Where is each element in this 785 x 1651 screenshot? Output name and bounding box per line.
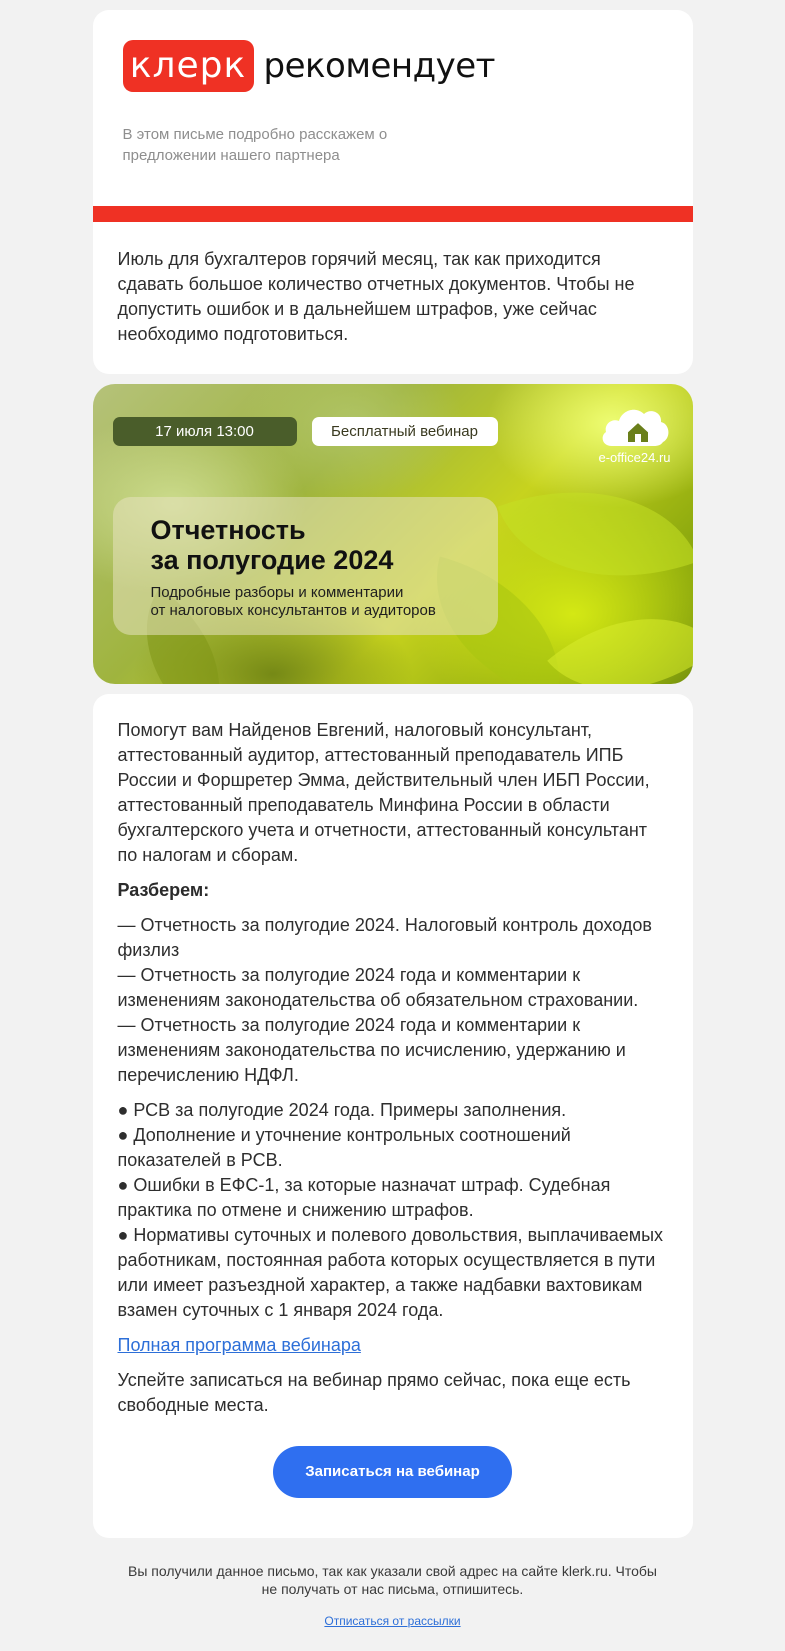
register-button[interactable]: Записаться на вебинар: [273, 1446, 512, 1498]
list-item: ● Дополнение и уточнение контрольных соотношений показателей в РСВ.: [117, 1125, 571, 1170]
brand-divider: [93, 206, 693, 222]
speakers-paragraph: Помогут вам Найденов Евгений, налоговый консультант, аттестованный аудитор, аттестованный преподаватель ИПБ России и Форшретер Эмма, действительный член ИБП России, аттестованный преподаватель Минфина России в области бухгалтерского учета и отчетности, аттестованный консультант по налогам и сборам.: [117, 720, 650, 865]
banner-subtitle-line1: Подробные разборы и комментарии: [150, 584, 404, 601]
list-item: ● Нормативы суточных и полевого довольствия, выплачиваемых работникам, постоянная работа которых осуществляется в пути или имеет разъездной характер, а также надбавки вахтовикам взамен суточных с 1 января 2024 года.: [117, 1225, 664, 1320]
banner-title: [151, 515, 394, 575]
webinar-banner[interactable]: [93, 384, 693, 684]
program-link[interactable]: Полная программа вебинара: [117, 1335, 361, 1355]
logo-tagline: рекомендует: [263, 46, 495, 86]
list-item: — Отчетность за полугодие 2024. Налоговый контроль доходов физлиз: [117, 915, 652, 960]
banner-title-line1: Отчетность: [150, 515, 306, 545]
banner-title-line2: за полугодие 2024: [150, 545, 394, 575]
logo-text: клерк: [129, 45, 247, 86]
cloud-house-icon: [598, 402, 672, 448]
closing-paragraph: Успейте записаться на вебинар прямо сейчас, пока еще есть свободные места.: [117, 1370, 631, 1415]
email-container: [93, 0, 693, 1630]
header-card: [93, 10, 693, 374]
leaf-decoration: [497, 449, 692, 620]
unsubscribe-link[interactable]: Отписаться от рассылки: [324, 1614, 461, 1628]
list-item: — Отчетность за полугодие 2024 года и комментарии к изменениям законодательства по исчислению, удержанию и перечислению НДФЛ.: [117, 1015, 626, 1085]
leaf-decoration: [547, 571, 693, 684]
klerk-logo-badge: [123, 40, 254, 92]
partner-logo: [595, 402, 675, 465]
dash-list: [118, 913, 668, 1088]
footer-notice: Вы получили данное письмо, так как указали свой адрес на сайте klerk.ru. Чтобы не получать от нас письма, отпишитесь.: [128, 1563, 657, 1597]
header-subtitle: В этом письме подробно расскажем о предложении нашего партнера: [122, 126, 388, 164]
footer: [93, 1538, 693, 1630]
intro-text: Июль для бухгалтеров горячий месяц, так как приходится сдавать большое количество отчетных документов. Чтобы не допустить ошибок и в дальнейшем штрафов, уже сейчас необходимо подготовиться.: [117, 249, 635, 344]
brand-logo[interactable]: [123, 40, 663, 92]
content-card: [93, 694, 693, 1538]
banner-title-panel: [113, 497, 498, 635]
free-webinar-badge: Бесплатный вебинар: [312, 417, 498, 446]
banner-subtitle: [151, 584, 436, 620]
list-item: — Отчетность за полугодие 2024 года и комментарии к изменениям законодательства об обязательном страховании.: [117, 965, 639, 1010]
list-item: ● РСВ за полугодие 2024 года. Примеры заполнения.: [117, 1100, 567, 1120]
banner-subtitle-line2: от налоговых консультантов и аудиторов: [150, 602, 436, 619]
list-item: ● Ошибки в ЕФС-1, за которые назначат штраф. Судебная практика по отмене и снижению штрафов.: [117, 1175, 611, 1220]
bullet-list: [118, 1098, 668, 1323]
date-badge: 17 июля 13:00: [113, 417, 297, 446]
topics-heading: Разберем:: [117, 880, 210, 900]
partner-site: e-office24.ru: [598, 450, 671, 465]
